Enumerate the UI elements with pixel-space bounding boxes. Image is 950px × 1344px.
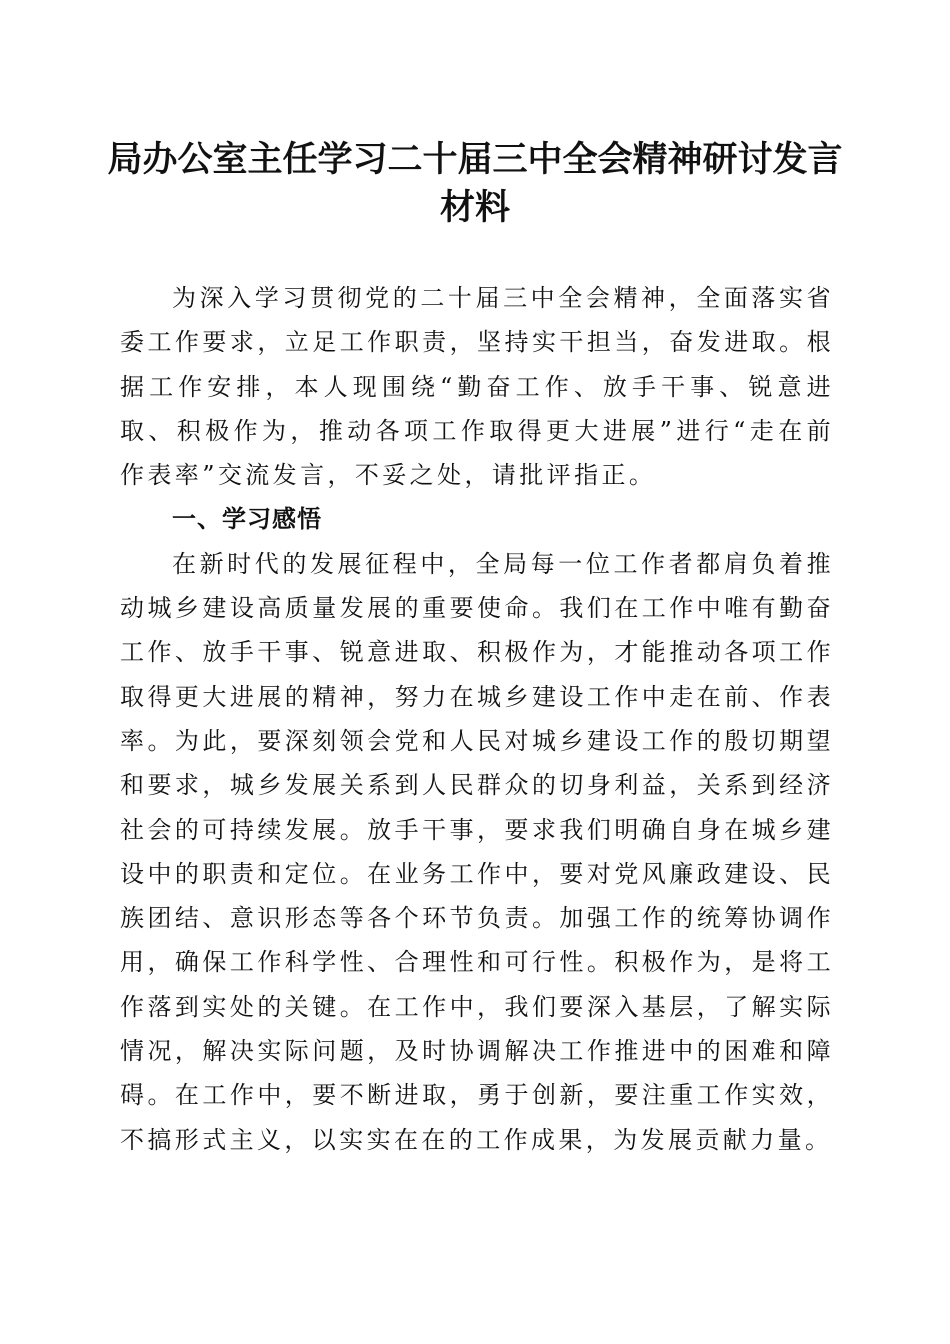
- section-paragraph: 在新时代的发展征程中，全局每一位工作者都肩负着推动城乡建设高质量发展的重要使命。我们在工作中唯有勤奋工作、放手干事、锐意进取、积极作为，才能推动各项工作取得更大进展的精神，努力在城乡建设工作中走在前、作表率。为此，要深刻领会党和人民对城乡建设工作的殷切期望和要求，城乡发展关系到人民群众的切身利益，关系到经济社会的可持续发展。放手干事，要求我们明确自身在城乡建设中的职责和定位。在业务工作中，要对党风廉政建设、民族团结、意识形态等各个环节负责。加强工作的统筹协调作用，确保工作科学性、合理性和可行性。积极作为，是将工作落到实处的关键。在工作中，我们要深入基层，了解实际情况，解决实际问题，及时协调解决工作推进中的困难和障碍。在工作中，要不断进取，勇于创新，要注重工作实效，不搞形式主义，以实实在在的工作成果，为发展贡献力量。: [120, 549, 834, 1154]
- section-heading: 一、学习感悟: [172, 505, 322, 534]
- intro-paragraph: 为深入学习贯彻党的二十届三中全会精神，全面落实省委工作要求，立足工作职责，坚持实干担当，奋发进取。根据工作安排，本人现围绕“勤奋工作、放手干事、锐意进取、积极作为，推动各项工作取得更大进展”进行“走在前作表率”交流发言，不妥之处，请批评指正。: [120, 284, 834, 490]
- document-title: 局办公室主任学习二十届三中全会精神研讨发言材料: [107, 139, 843, 228]
- document-body: [120, 276, 834, 1162]
